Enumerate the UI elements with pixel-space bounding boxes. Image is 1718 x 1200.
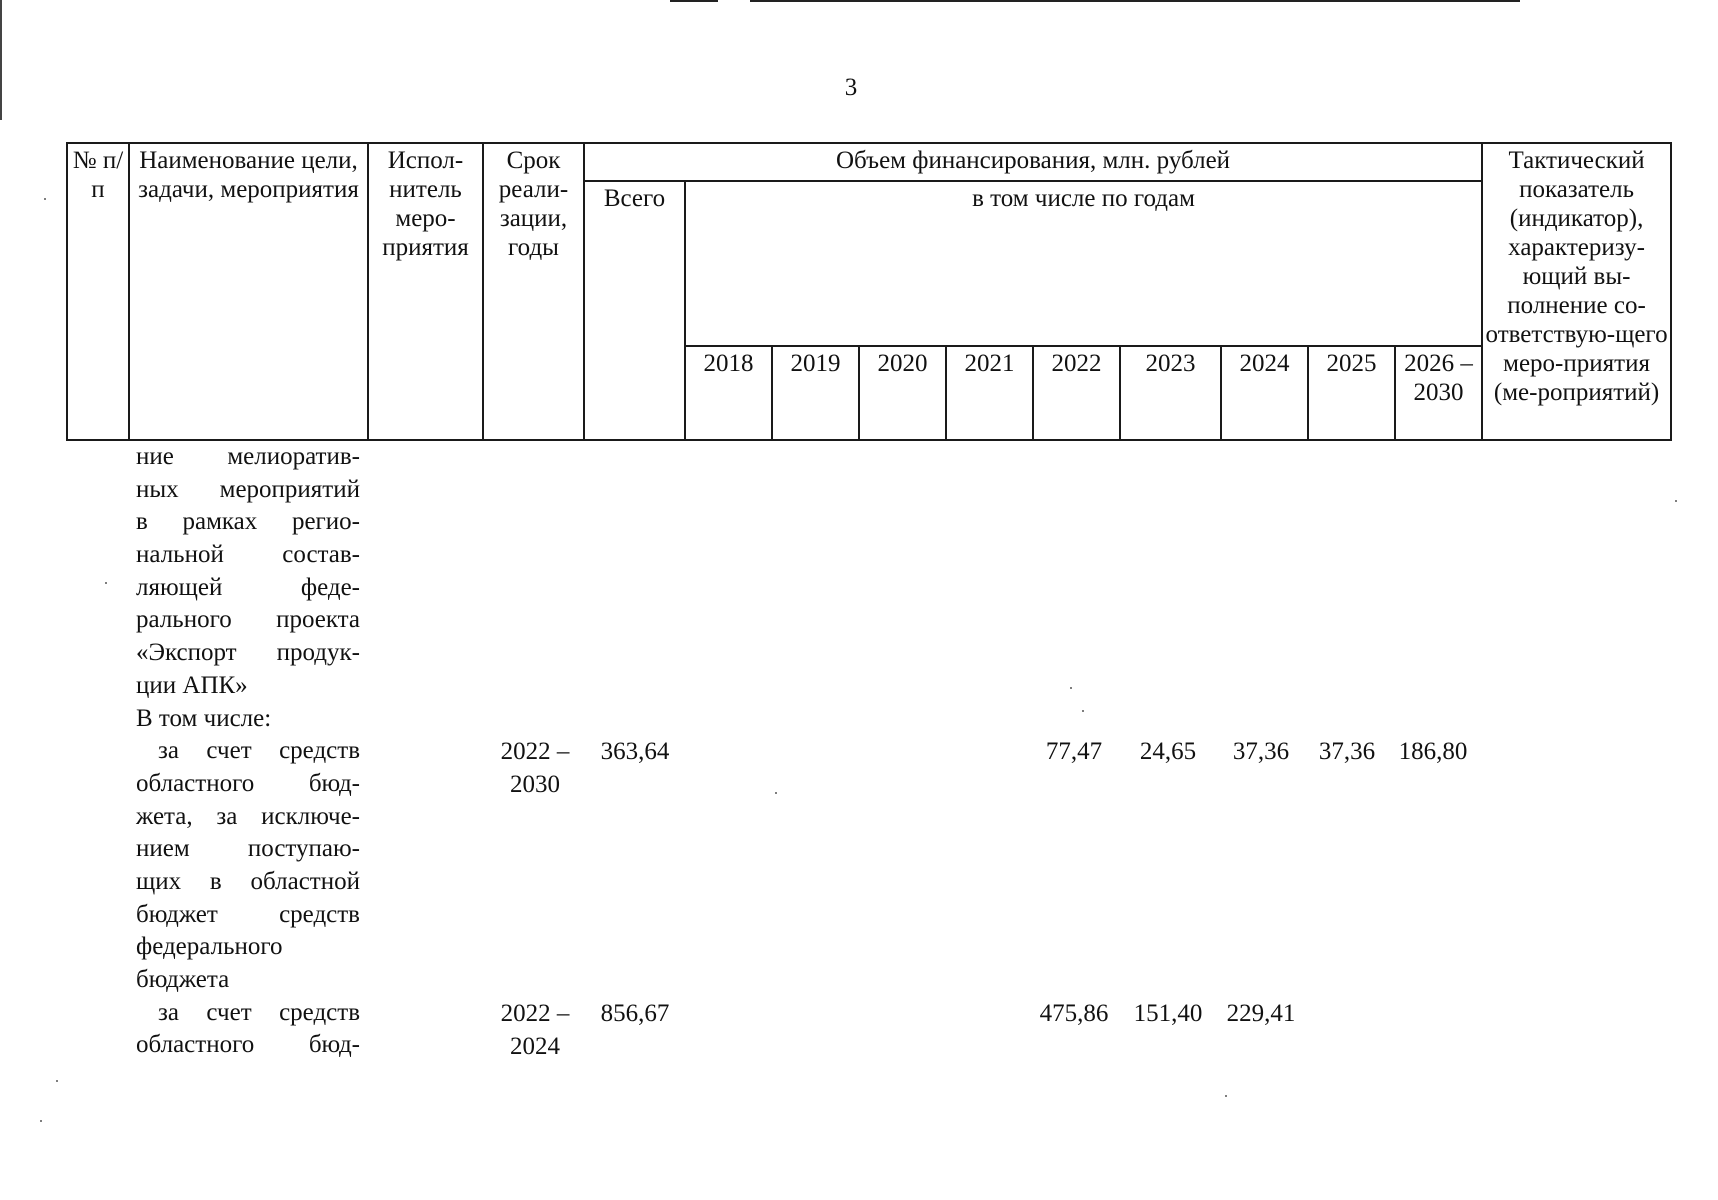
text-line: ние мелиоратив- bbox=[136, 443, 360, 470]
row2-2023: 151,40 bbox=[1133, 1000, 1203, 1027]
scan-speck bbox=[40, 1120, 42, 1122]
text-line: ляющей феде- bbox=[136, 573, 360, 601]
text-line: в рамках регио- bbox=[136, 508, 360, 536]
row2-total: 856,67 bbox=[600, 1000, 670, 1027]
text-line: за счет средств bbox=[158, 737, 360, 765]
scan-speck bbox=[105, 582, 107, 584]
page-number: 3 bbox=[844, 74, 858, 101]
header-executor: Испол-нитель меро-приятия bbox=[368, 143, 483, 440]
header-name: Наименование цели, задачи, мероприятия bbox=[129, 143, 368, 440]
text-line: рального проекта bbox=[136, 606, 360, 634]
scan-speck bbox=[1070, 687, 1072, 689]
scan-speck bbox=[775, 792, 777, 794]
text-line: бюджета bbox=[136, 966, 230, 993]
row1-period-end: 2030 bbox=[510, 771, 560, 798]
text-line: за счет средств bbox=[158, 998, 360, 1026]
row2-period-end: 2024 bbox=[510, 1033, 560, 1060]
header-num: № п/п bbox=[67, 143, 129, 440]
header-total: Всего bbox=[584, 181, 685, 440]
header-by-years: в том числе по годам bbox=[685, 181, 1482, 346]
row1-period-start: 2022 – bbox=[500, 738, 570, 765]
text-line: ных мероприятий bbox=[136, 475, 360, 503]
scan-speck bbox=[1225, 1095, 1227, 1097]
row1-total: 363,64 bbox=[600, 738, 670, 765]
row2-2024: 229,41 bbox=[1226, 1000, 1296, 1027]
table-header bbox=[66, 142, 1672, 441]
header-year-2026-2030: 2026 – 2030 bbox=[1395, 346, 1482, 440]
header-year-2018: 2018 bbox=[685, 346, 772, 440]
header-year-2023: 2023 bbox=[1120, 346, 1221, 440]
text-line: жета, за исключе- bbox=[136, 802, 360, 830]
row1-2025: 37,36 bbox=[1318, 738, 1376, 765]
header-indicator: Тактический показатель (индикатор), характеризу-ющий вы-полнение со-ответствую-щего меро-приятия (ме-роприятий) bbox=[1482, 143, 1671, 440]
left-edge-rule bbox=[0, 0, 2, 120]
header-year-2024: 2024 bbox=[1221, 346, 1308, 440]
row2-2022: 475,86 bbox=[1039, 1000, 1109, 1027]
header-funding: Объем финансирования, млн. рублей bbox=[584, 143, 1482, 181]
text-line: ции АПК» bbox=[136, 671, 248, 699]
header-period: Срок реали-зации, годы bbox=[483, 143, 584, 440]
header-year-2021: 2021 bbox=[946, 346, 1033, 440]
row1-2024: 37,36 bbox=[1232, 738, 1290, 765]
row1-2026-2030: 186,80 bbox=[1398, 738, 1468, 765]
text-line: нальной состав- bbox=[136, 541, 360, 569]
top-edge-rule-long bbox=[750, 0, 1520, 2]
header-year-2020: 2020 bbox=[859, 346, 946, 440]
scan-speck bbox=[1675, 500, 1677, 502]
text-line: нием поступаю- bbox=[136, 835, 360, 863]
scan-speck bbox=[56, 1080, 58, 1082]
text-line: федерального bbox=[136, 933, 283, 961]
text-line: областного бюд- bbox=[136, 769, 360, 797]
text-line: бюджет средств bbox=[136, 900, 360, 928]
including-label: В том числе: bbox=[136, 704, 272, 732]
top-edge-rule bbox=[670, 0, 718, 2]
text-line: областного бюд- bbox=[136, 1031, 360, 1059]
header-year-2019: 2019 bbox=[772, 346, 859, 440]
scan-speck bbox=[1082, 710, 1084, 712]
scan-speck bbox=[44, 198, 46, 200]
header-year-2022: 2022 bbox=[1033, 346, 1120, 440]
row1-2022: 77,47 bbox=[1045, 738, 1103, 765]
header-year-2025: 2025 bbox=[1308, 346, 1395, 440]
text-line: «Экспорт продук- bbox=[136, 639, 360, 667]
row2-period-start: 2022 – bbox=[500, 1000, 570, 1027]
row1-2023: 24,65 bbox=[1139, 738, 1197, 765]
measure-description bbox=[136, 441, 360, 1062]
text-line: щих в областной bbox=[136, 867, 360, 895]
